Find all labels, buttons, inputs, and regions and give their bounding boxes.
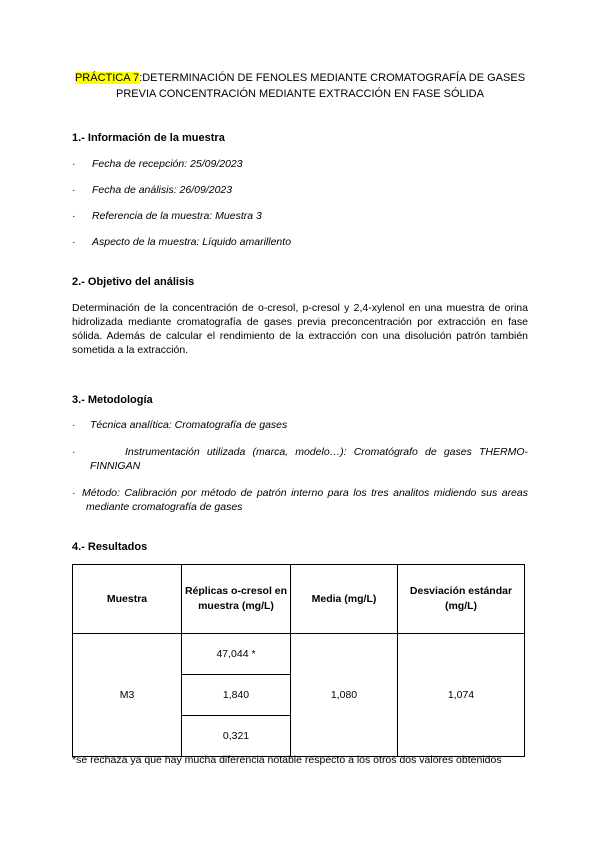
section3-heading: 3.- Metodología bbox=[72, 394, 153, 406]
replica-cell: 47,044 * bbox=[182, 634, 291, 675]
table-note: *se rechaza ya que hay mucha diferencia notable respecto a los otros dos valores obtenidos bbox=[72, 754, 502, 766]
header-cell: Muestra bbox=[73, 565, 182, 634]
objective-paragraph: Determinación de la concentración de o-cresol, p-cresol y 2,4-xylenol en una muestra de orina hidrolizada mediante cromatografía de gases previa preconcentración por extracción en fase sólida. Además de calcular el rendimiento de la extracción con una disolución patrón también sometida a la extracción. bbox=[72, 302, 528, 356]
header-cell: Réplicas o-cresol en muestra (mg/L) bbox=[182, 565, 291, 634]
header-cell: Desviación estándar (mg/L) bbox=[398, 565, 525, 634]
list-item: · Fecha de recepción: 25/09/2023 bbox=[72, 158, 243, 170]
list-item: · Instrumentación utilizada (marca, modelo…): Cromatógrafo de gases THERMO-FINNIGAN bbox=[72, 446, 528, 472]
results-table bbox=[72, 564, 525, 757]
replica-cell: 1,840 bbox=[182, 675, 291, 716]
bullet-icon: · bbox=[72, 210, 76, 222]
section1-heading: 1.- Información de la muestra bbox=[72, 132, 225, 144]
list-item: · Técnica analítica: Cromatografía de gases bbox=[72, 419, 288, 431]
bullet-icon: · bbox=[72, 446, 76, 458]
section4-heading: 4.- Resultados bbox=[72, 541, 148, 553]
sample-cell: M3 bbox=[73, 634, 182, 757]
list-item: · Aspecto de la muestra: Líquido amarillento bbox=[72, 236, 292, 248]
section2-heading: 2.- Objetivo del análisis bbox=[72, 276, 195, 288]
mean-cell: 1,080 bbox=[291, 634, 398, 757]
document-title bbox=[60, 70, 540, 102]
bullet-icon: · bbox=[72, 158, 76, 170]
bullet-icon: · bbox=[72, 487, 76, 499]
header-cell: Media (mg/L) bbox=[291, 565, 398, 634]
bullet-icon: · bbox=[72, 184, 76, 196]
replica-cell: 0,321 bbox=[182, 716, 291, 757]
title-line2: PREVIA CONCENTRACIÓN MEDIANTE EXTRACCIÓN EN FASE SÓLIDA bbox=[116, 88, 484, 100]
practice-label: PRÁCTICA 7 bbox=[74, 72, 140, 84]
list-item: · Fecha de análisis: 26/09/2023 bbox=[72, 184, 233, 196]
list-item: · Método: Calibración por método de patrón interno para los tres analitos midiendo sus areas mediante cromatografía de gases bbox=[72, 487, 528, 513]
bullet-icon: · bbox=[72, 419, 76, 431]
list-item: · Referencia de la muestra: Muestra 3 bbox=[72, 210, 262, 222]
title-line1: :DETERMINACIÓN DE FENOLES MEDIANTE CROMATOGRAFÍA DE GASES bbox=[139, 72, 526, 84]
bullet-icon: · bbox=[72, 236, 76, 248]
std-cell: 1,074 bbox=[398, 634, 525, 757]
